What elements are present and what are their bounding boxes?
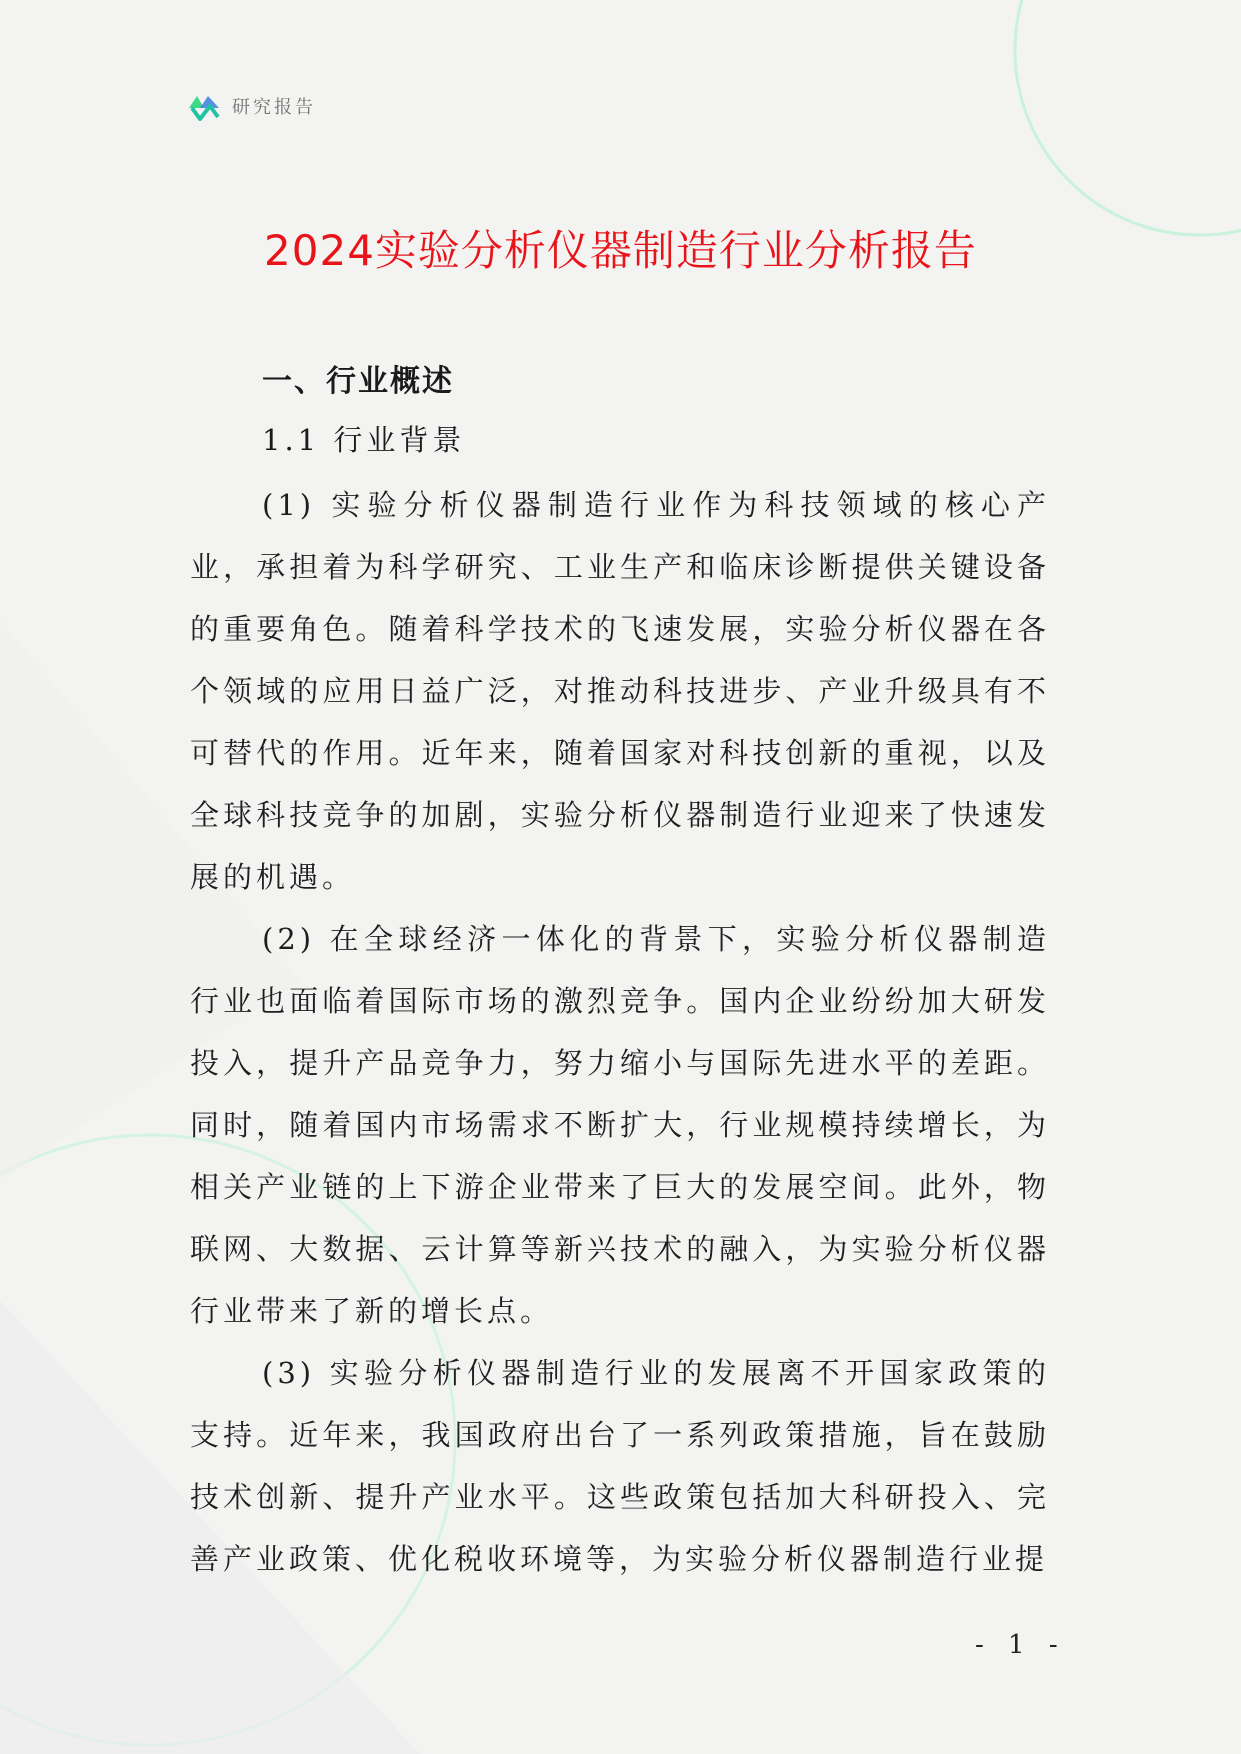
page-number: - 1 - [975, 1630, 1066, 1660]
paragraph: (2) 在全球经济一体化的背景下，实验分析仪器制造行业也面临着国际市场的激烈竞争。国内企业纷纷加大研发投入，提升产品竞争力，努力缩小与国际先进水平的差距。同时，随着国内市场需求不断扩大，行业规模持续增长，为相关产业链的上下游企业带来了巨大的发展空间。此外，物联网、大数据、云计算等新兴技术的融入，为实验分析仪器行业带来了新的增长点。 [190, 922, 1050, 1328]
page-header [186, 88, 316, 124]
paragraph: (1) 实验分析仪器制造行业作为科技领域的核心产业，承担着为科学研究、工业生产和临床诊断提供关键设备的重要角色。随着科学技术的飞速发展，实验分析仪器在各个领域的应用日益广泛，对推动科技进步、产业升级具有不可替代的作用。近年来，随着国家对科技创新的重视，以及全球科技竞争的加剧，实验分析仪器制造行业迎来了快速发展的机遇。 [190, 488, 1050, 894]
subsection-heading: 1.1 行业背景 [262, 423, 466, 457]
brand-logo-icon [186, 88, 222, 124]
paragraph: (3) 实验分析仪器制造行业的发展离不开国家政策的支持。近年来，我国政府出台了一系列政策措施，旨在鼓励技术创新、提升产业水平。这些政策包括加大科研投入、完善产业政策、优化税收环境等，为实验分析仪器制造行业提 [190, 1356, 1050, 1576]
top-right-arc [1015, 0, 1241, 235]
brand-label: 研究报告 [232, 97, 316, 118]
section-heading: 一、行业概述 [262, 364, 454, 399]
body-text [190, 474, 1050, 1590]
document-title: 2024实验分析仪器制造行业分析报告 [264, 226, 977, 275]
